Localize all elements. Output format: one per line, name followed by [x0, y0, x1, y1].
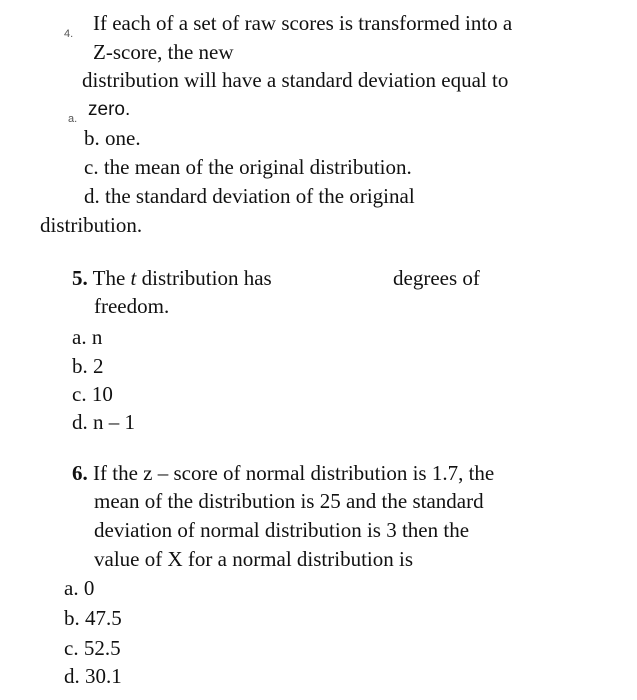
q6-stem-text-1: If the z – score of normal distribution is 1.7, the	[93, 461, 495, 485]
q6-option-d: d. 30.1	[64, 664, 122, 688]
q6-stem-line-1	[72, 461, 494, 485]
q6-stem-line-3: deviation of normal distribution is 3 then the	[94, 518, 470, 542]
q4-option-d-continued: distribution.	[40, 213, 143, 237]
q5-option-a: a. n	[72, 325, 103, 349]
q5-stem-line-1	[72, 266, 272, 290]
q6-stem-line-4: value of X for a normal distribution is	[94, 547, 414, 571]
q4-option-b: b. one.	[84, 126, 141, 150]
q4-stem-line-3: distribution will have a standard deviation equal to	[82, 68, 509, 92]
q4-option-c: c. the mean of the original distribution.	[84, 155, 412, 179]
q5-stem-pre: The	[92, 266, 126, 290]
q5-option-c: c. 10	[72, 382, 113, 406]
q4-stem-line-2: Z-score, the new	[93, 40, 234, 64]
q5-stem-post: distribution has	[141, 266, 272, 290]
q5-option-b: b. 2	[72, 354, 104, 378]
q4-stem-line-1: If each of a set of raw scores is transformed into a	[93, 11, 513, 35]
q5-stem-variable: t	[130, 266, 137, 290]
q6-stem-line-2: mean of the distribution is 25 and the standard	[94, 489, 484, 513]
q6-option-c: c. 52.5	[64, 636, 121, 660]
q6-number: 6.	[72, 461, 88, 485]
q4-option-d: d. the standard deviation of the original	[84, 184, 415, 208]
q5-number: 5.	[72, 266, 88, 290]
q4-number: 4.	[64, 28, 74, 40]
q4-option-a: zero.	[88, 99, 131, 120]
q4-option-a-letter: a.	[68, 113, 78, 125]
q5-stem-right: degrees of	[393, 266, 480, 290]
q5-stem-line-2: freedom.	[94, 294, 170, 318]
q6-option-a: a. 0	[64, 576, 95, 600]
q5-option-d: d. n – 1	[72, 410, 135, 434]
q6-option-b: b. 47.5	[64, 606, 122, 630]
